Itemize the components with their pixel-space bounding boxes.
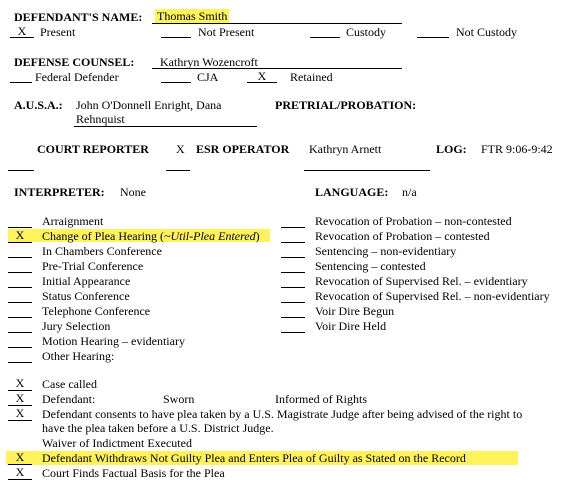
esr-blank — [166, 170, 190, 171]
defense-counsel-value[interactable]: Kathryn Wozencroft — [160, 55, 258, 69]
hearing-left-item-mark[interactable] — [8, 259, 32, 273]
case-called-label: Case called — [42, 377, 97, 391]
not-custody-mark[interactable] — [417, 25, 449, 38]
informed-of-rights-label: Informed of Rights — [275, 392, 367, 406]
hearing-left-item-label-text: Change of Plea Hearing ( — [42, 229, 164, 243]
not-custody-label: Not Custody — [456, 25, 518, 39]
retained-mark[interactable]: X — [247, 70, 277, 83]
hearing-right-item-label: Voir Dire Held — [315, 319, 387, 333]
federal-defender-mark[interactable] — [10, 70, 32, 83]
federal-defender-label: Federal Defender — [35, 70, 119, 84]
hearing-right-item-label: Revocation of Supervised Rel. – non-evidentiary — [315, 289, 550, 303]
defendant-name-value[interactable]: Thomas Smith — [157, 9, 228, 23]
cja-label: CJA — [197, 70, 219, 84]
ausa-label: A.U.S.A.: — [14, 98, 63, 112]
esr-name-underline — [304, 170, 430, 171]
hearing-left-item-suffix: ) — [255, 229, 260, 243]
court-reporter-label: COURT REPORTER — [37, 142, 149, 156]
hearing-left-item-mark[interactable] — [8, 304, 32, 318]
defendant-label: Defendant: — [42, 392, 96, 406]
hearing-right-item-label: Sentencing – non-evidentiary — [315, 244, 457, 258]
hearing-left-item-mark[interactable] — [8, 214, 32, 228]
hearing-right-item-mark[interactable] — [281, 214, 305, 228]
consent-line2: have the plea taken before a U.S. District Judge. — [42, 421, 274, 435]
case-called-mark[interactable]: X — [8, 377, 32, 391]
defense-counsel-label: DEFENSE COUNSEL: — [14, 55, 135, 69]
hearing-left-item-label: Motion Hearing – evidentiary — [42, 334, 185, 348]
hearing-left-item-label: Status Conference — [42, 289, 130, 303]
hearing-right-item-label: Revocation of Probation – contested — [315, 229, 490, 243]
pretrial-probation-label: PRETRIAL/PROBATION: — [275, 98, 417, 112]
not-present-label: Not Present — [198, 25, 255, 39]
hearing-right-item-label: Revocation of Probation – non-contested — [315, 214, 512, 228]
factual-basis-mark[interactable]: X — [8, 466, 32, 480]
ausa-name-line1: John O'Donnell Enright, Dana — [76, 98, 222, 112]
hearing-left-item-mark[interactable] — [8, 319, 32, 333]
hearing-right-item-mark[interactable] — [281, 259, 305, 273]
hearing-left-item-mark[interactable] — [8, 289, 32, 303]
hearing-right-item-mark[interactable] — [281, 229, 305, 243]
withdraws-mark[interactable]: X — [8, 451, 32, 465]
hearing-right-item-mark[interactable] — [281, 289, 305, 303]
ausa-underline — [74, 126, 257, 127]
hearing-left-item-mark[interactable] — [8, 334, 32, 348]
esr-operator-mark[interactable]: X — [176, 142, 185, 156]
ausa-name-line2: Rehnquist — [76, 112, 125, 126]
interpreter-label: INTERPRETER: — [14, 185, 105, 199]
hearing-right-item-label: Sentencing – contested — [315, 259, 426, 273]
consent-line1: Defendant consents to have plea taken by a U.S. Magistrate Judge after being advised of the right to — [42, 407, 523, 421]
sworn-label: Sworn — [163, 392, 195, 406]
defendant-name-underline — [152, 23, 402, 24]
court-reporter-blank — [8, 170, 34, 171]
log-label: LOG: — [436, 142, 467, 156]
hearing-right-item-mark[interactable] — [281, 319, 305, 333]
log-value: FTR 9:06-9:42 — [481, 142, 553, 156]
esr-operator-name: Kathryn Arnett — [309, 142, 382, 156]
hearing-left-item-mark[interactable] — [8, 244, 32, 258]
custody-mark[interactable] — [310, 25, 340, 38]
hearing-left-item-label: Telephone Conference — [42, 304, 151, 318]
esr-operator-label: ESR OPERATOR — [196, 142, 290, 156]
interpreter-value: None — [120, 185, 146, 199]
hearing-left-item-mark[interactable]: X — [8, 229, 32, 243]
hearing-left-item-label: Pre-Trial Conference — [42, 259, 144, 273]
language-value: n/a — [402, 185, 417, 199]
hearing-left-item-note: ~Util-Plea Entered — [163, 229, 256, 243]
waiver-label: Waiver of Indictment Executed — [42, 436, 192, 450]
present-label: Present — [40, 25, 76, 39]
hearing-left-item-label: In Chambers Conference — [42, 244, 162, 258]
retained-label: Retained — [290, 70, 333, 84]
hearing-right-item-label: Voir Dire Begun — [315, 304, 395, 318]
not-present-mark[interactable] — [161, 25, 191, 38]
hearing-left-item-label: Arraignment — [42, 214, 104, 228]
withdraws-label: Defendant Withdraws Not Guilty Plea and Enters Plea of Guilty as Stated on the Record — [42, 451, 466, 465]
hearing-left-item-label — [42, 229, 260, 243]
hearing-left-item-label: Other Hearing: — [42, 349, 115, 363]
hearing-left-item-label: Initial Appearance — [42, 274, 131, 288]
custody-label: Custody — [346, 25, 387, 39]
consent-mark[interactable]: X — [8, 407, 32, 421]
cja-mark[interactable] — [161, 70, 191, 83]
hearing-right-item-mark[interactable] — [281, 274, 305, 288]
hearing-right-item-mark[interactable] — [281, 304, 305, 318]
defendant-sworn-mark[interactable]: X — [8, 392, 32, 406]
language-label: LANGUAGE: — [315, 185, 389, 199]
hearing-right-item-label: Revocation of Supervised Rel. – evidentiary — [315, 274, 528, 288]
hearing-right-item-mark[interactable] — [281, 244, 305, 258]
factual-basis-label: Court Finds Factual Basis for the Plea — [42, 466, 225, 480]
hearing-left-item-mark[interactable] — [8, 274, 32, 288]
present-mark[interactable]: X — [10, 25, 34, 38]
hearing-left-item-mark[interactable] — [8, 349, 32, 363]
defendant-name-label: DEFENDANT'S NAME: — [14, 10, 143, 24]
hearing-left-item-label: Jury Selection — [42, 319, 111, 333]
